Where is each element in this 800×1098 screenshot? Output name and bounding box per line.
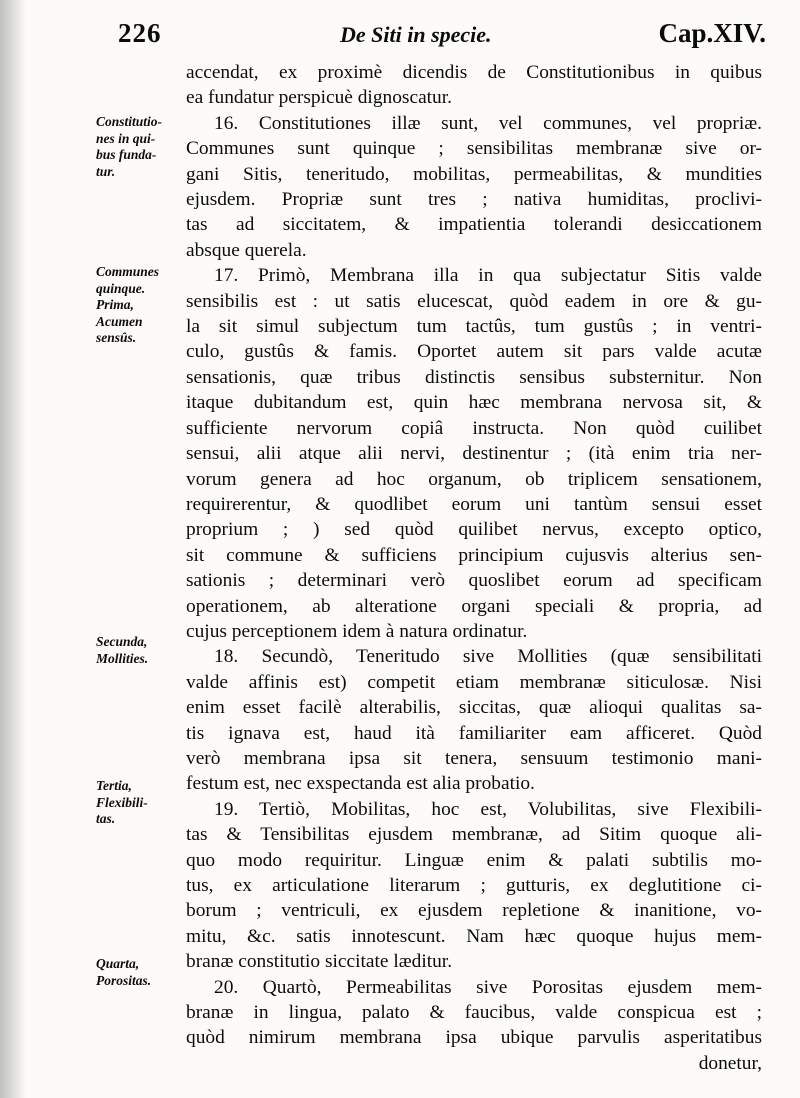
chapter-label: Cap.XIV. <box>658 18 766 48</box>
body-text <box>186 60 762 1076</box>
margin-note-line: Constitutio- <box>96 114 163 129</box>
text-line: quo modo requiritur. Linguæ enim & palati subtilis mo- <box>186 849 762 871</box>
margin-note-quarta <box>96 956 182 989</box>
margin-note-line: Tertia, <box>96 778 132 793</box>
margin-note-line: Secunda, <box>96 634 148 649</box>
margin-note-tertia <box>96 778 182 828</box>
margin-note-line: Acumen <box>96 313 143 329</box>
text-line: tus, ex articulatione literarum ; gutturis, ex deglutitione ci- <box>186 875 762 896</box>
margin-note-line: tur. <box>96 163 116 179</box>
text-line: 18. Secundò, Teneritudo sive Mollities (quæ sensibilitati <box>214 646 762 668</box>
text-line: tas & Tensibilitas ejusdem membranæ, ad Sitim quoque ali- <box>186 824 762 846</box>
text-line: quòd nimirum membrana ipsa ubique parvulis asperitatibus <box>186 1027 762 1049</box>
margin-note-line: tas. <box>96 811 116 826</box>
text-line: sensibilis est : ut satis elucescat, quòd eadem in ore & gu- <box>186 290 762 312</box>
text-line: vorum genera ad hoc organum, ob triplicem sensationem, <box>186 468 762 490</box>
text-line: gani Sitis, teneritudo, mobilitas, permeabilitas, & mundities <box>186 163 762 185</box>
text-line: proprium ; ) sed quòd quilibet nervus, excepto optico, <box>186 519 762 541</box>
text-line: culo, gustûs & famis. Oportet autem sit pars valde acutæ <box>186 341 762 363</box>
margin-note-line: nes in qui- <box>96 130 156 146</box>
text-line: la sit simul subjectum tum tactûs, tum gustûs ; in ventri- <box>186 316 762 338</box>
running-title: De Siti in specie. <box>340 22 492 47</box>
text-line: verò membrana ipsa sit tenera, sensuum testimonio mani- <box>186 747 762 769</box>
text-line: enim esset facilè alterabilis, siccitas, quæ alioqui qualitas sa- <box>186 697 762 719</box>
text-line: valde affinis est) competit etiam membranæ siticulosæ. Nisi <box>186 671 762 693</box>
text-line: accendat, ex proximè dicendis de Constitutionibus in quibus <box>186 62 762 83</box>
text-line: sensationis, quæ tribus distinctis sensibus substernitur. Non <box>186 366 762 388</box>
text-line: operationem, ab alteratione organi speciali & propria, ad <box>186 595 762 617</box>
margin-note-line: Flexibili- <box>96 794 148 810</box>
margin-note-line: sensûs. <box>96 330 137 345</box>
text-line: 19. Tertiò, Mobilitas, hoc est, Volubilitas, sive Flexibili- <box>214 798 762 820</box>
margin-note-communes <box>96 264 182 347</box>
margin-note-line: Prima, <box>96 297 134 312</box>
margin-note-line: Porositas. <box>96 972 152 988</box>
margin-note-line: Communes <box>96 264 160 279</box>
text-line: Communes sunt quinque ; sensibilitas membranæ sive or- <box>186 138 762 160</box>
text-line: sit commune & sufficiens principium cujusvis alterius sen- <box>186 544 762 566</box>
text-line: tis ignava est, haud ità familiariter eam afficeret. Quòd <box>186 722 762 744</box>
text-line: itaque dubitandum est, quin hæc membrana nervosa sit, & <box>186 392 762 414</box>
margin-note-line: bus funda- <box>96 147 157 162</box>
text-line: cujus perceptionem idem à natura ordinatur. <box>186 620 528 642</box>
text-line: tas ad siccitatem, & impatientia tolerandi desiccationem <box>186 214 762 236</box>
margin-note-line: Quarta, <box>96 956 140 971</box>
page-number: 226 <box>118 18 162 48</box>
text-line: ea fundatur perspicuè dignoscatur. <box>186 87 452 109</box>
margin-note-line: quinque. <box>96 280 146 296</box>
text-line: ejusdem. Propriæ sunt tres ; nativa humiditas, proclivi- <box>186 189 762 211</box>
text-line: sufficiente nervorum copiâ instructa. Non quòd cuilibet <box>186 417 762 439</box>
text-line: sationis ; determinari verò quoslibet eorum ad specificam <box>186 570 762 592</box>
margin-note-secunda <box>96 634 182 667</box>
margin-note-line: Mollities. <box>96 650 149 666</box>
margin-notes <box>0 0 180 1098</box>
text-line: borum ; ventriculi, ex ejusdem repletione & inanitione, vo- <box>186 900 762 922</box>
text-line: branæ constitutio siccitate læditur. <box>186 951 453 973</box>
text-line: 17. Primò, Membrana illa in qua subjectatur Sitis valde <box>214 265 762 287</box>
text-line: festum est, nec exspectanda est alia probatio. <box>186 773 535 795</box>
margin-note-constitutiones <box>96 114 182 180</box>
text-line: absque querela. <box>186 239 307 261</box>
text-line: 20. Quartò, Permeabilitas sive Porositas ejusdem mem- <box>214 976 762 998</box>
text-line: requirerentur, & quodlibet eorum uni tantùm sensui esset <box>186 493 762 515</box>
text-line: 16. Constitutiones illæ sunt, vel communes, vel propriæ. <box>214 112 762 134</box>
catchword: donetur, <box>698 1052 762 1074</box>
text-line: branæ in lingua, palato & faucibus, valde conspicua est ; <box>186 1002 762 1024</box>
text-line: mitu, &c. satis innotescunt. Nam hæc quoque hujus mem- <box>186 925 762 947</box>
text-line: sensui, alii atque alii nervi, destinentur ; (ità enim tria ner- <box>186 443 762 465</box>
